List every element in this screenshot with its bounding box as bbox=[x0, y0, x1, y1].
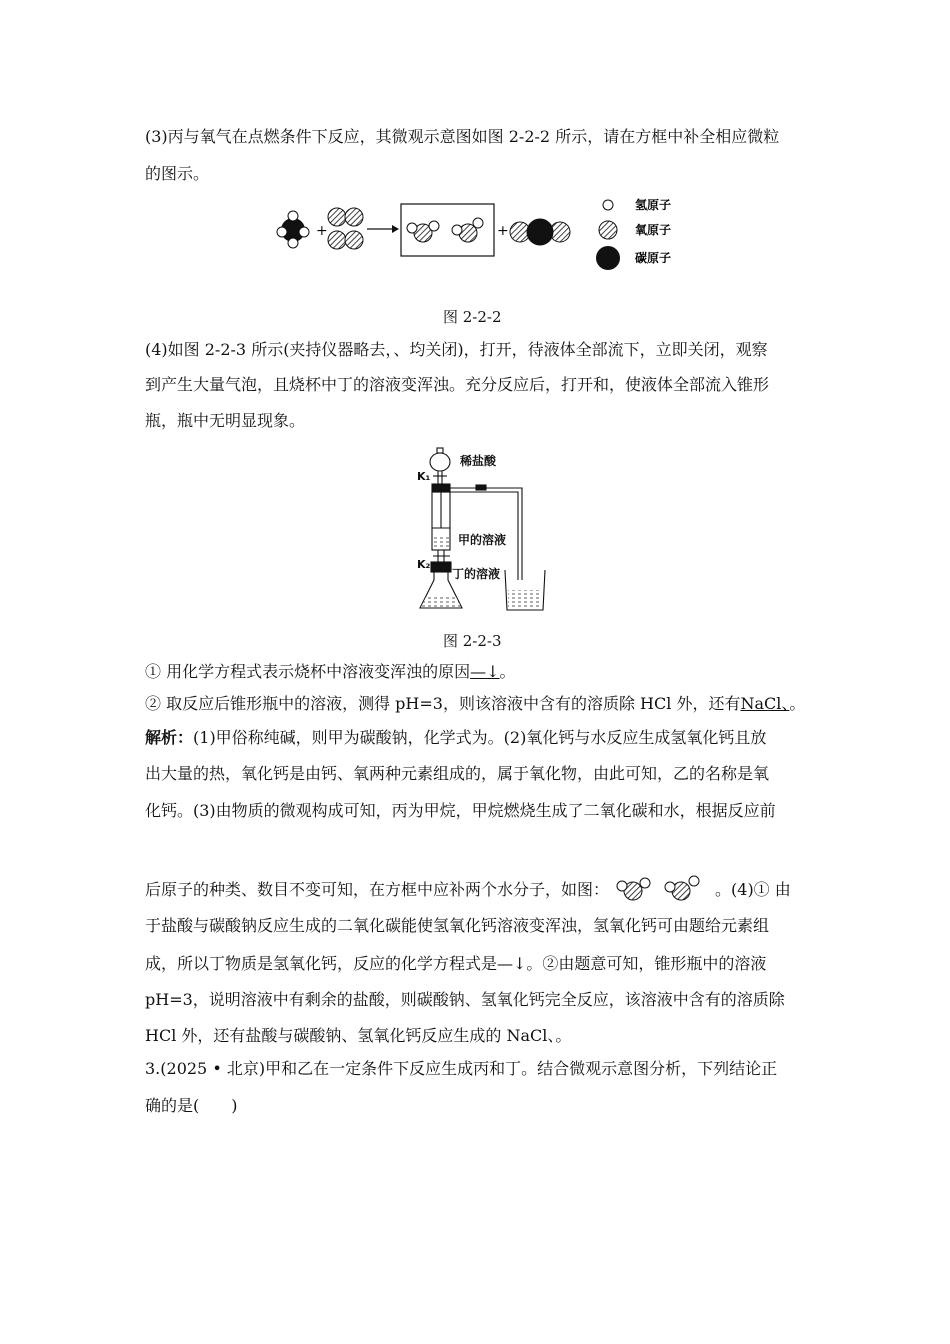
carbon-dioxide-molecule-icon bbox=[510, 219, 570, 245]
stopper-1 bbox=[432, 484, 450, 492]
water-molecule-icon bbox=[407, 221, 439, 242]
legend-hydrogen: 氢原子 bbox=[635, 198, 672, 212]
answer-blank-1: —↓ bbox=[470, 662, 500, 681]
subquestion-1: ① 用化学方程式表示烧杯中溶液变浑浊的原因—↓。 bbox=[145, 662, 516, 681]
plus-sign-2: + bbox=[497, 223, 509, 239]
label-jia-solution: 甲的溶液 bbox=[458, 533, 507, 547]
analysis-line-6: 成，所以丁物质是氢氧化钙，反应的化学方程式是—↓。②由题意可知，锥形瓶中的溶液 bbox=[145, 954, 767, 973]
analysis-line-5: 于盐酸与碳酸钠反应生成的二氧化碳能使氢氧化钙溶液变浑浊，氢氧化钙可由题给元素组 bbox=[145, 916, 770, 935]
q4-line-1: (4)如图 2-2-3 所示(夹持仪器略去，、均关闭)，打开，待液体全部流下，立即关闭，观察 bbox=[145, 340, 768, 359]
oxygen-molecules-icon bbox=[328, 208, 363, 249]
question-3-line-2: 确的是( ) bbox=[145, 1096, 238, 1115]
q3-line-1: (3)丙与氧气在点燃条件下反应，其微观示意图如图 2-2-2 所示，请在方框中补全相应微粒 bbox=[145, 127, 780, 146]
figure-2-2-2 bbox=[270, 192, 710, 274]
analysis-label: 解析： bbox=[145, 728, 194, 747]
label-k2: K₂ bbox=[417, 558, 431, 571]
water-molecule-icon bbox=[452, 218, 483, 242]
figure-2-2-3-caption: 图 2-2-3 bbox=[443, 632, 502, 650]
analysis-line-7: pH=3，说明溶液中有剩余的盐酸，则碳酸钠、氢氧化钙完全反应，该溶液中含有的溶质除 bbox=[145, 990, 785, 1009]
stopper-2 bbox=[431, 562, 451, 572]
plus-sign-1: + bbox=[316, 223, 328, 239]
q3-line-2: 的图示。 bbox=[145, 164, 210, 183]
label-dilute-hcl: 稀盐酸 bbox=[460, 454, 497, 468]
water-molecules-answer-icon bbox=[613, 873, 711, 903]
legend bbox=[596, 197, 671, 270]
reaction-arrow-icon bbox=[367, 225, 399, 233]
methane-molecule-icon bbox=[277, 211, 309, 248]
analysis-line-1: 解析：(1)甲俗称纯碱，则甲为碳酸钠，化学式为。(2)氧化钙与水反应生成氢氧化钙且放 bbox=[145, 728, 767, 747]
analysis-line-8: HCl 外，还有盐酸与碳酸钠、氢氧化钙反应生成的 NaCl、。 bbox=[145, 1026, 572, 1045]
hydrogen-atom-icon bbox=[603, 200, 613, 210]
answer-blank-2: NaCl、 bbox=[740, 694, 790, 713]
q4-line-2: 到产生大量气泡，且烧杯中丁的溶液变浑浊。充分反应后，打开和，使液体全部流入锥形 bbox=[145, 375, 770, 394]
q4-line-3: 瓶，瓶中无明显现象。 bbox=[145, 411, 306, 430]
subquestion-2: ② 取反应后锥形瓶中的溶液，测得 pH=3，则该溶液中含有的溶质除 HCl 外，还有NaCl、。 bbox=[145, 694, 806, 713]
legend-carbon: 碳原子 bbox=[635, 251, 672, 265]
analysis-line-4: 后原子的种类、数目不变可知，在方框中应补两个水分子，如图： 。(4)① 由 bbox=[145, 873, 791, 903]
analysis-line-2: 出大量的热，氧化钙是由钙、氧两种元素组成的，属于氧化物，由此可知，乙的名称是氧 bbox=[145, 764, 770, 783]
label-k1: K₁ bbox=[417, 470, 431, 483]
legend-oxygen: 氧原子 bbox=[635, 223, 672, 237]
analysis-line-3: 化钙。(3)由物质的微观构成可知，丙为甲烷，甲烷燃烧生成了二氧化碳和水，根据反应前 bbox=[145, 801, 776, 820]
label-ding-solution: 丁的溶液 bbox=[452, 567, 501, 581]
figure-2-2-2-caption: 图 2-2-2 bbox=[443, 308, 502, 326]
separatory-funnel bbox=[430, 453, 450, 471]
question-3-line-1: 3.(2025 • 北京)甲和乙在一定条件下反应生成丙和丁。结合微观示意图分析，下列结论正 bbox=[145, 1059, 778, 1078]
oxygen-atom-icon bbox=[599, 221, 617, 239]
carbon-atom-icon bbox=[596, 246, 620, 270]
